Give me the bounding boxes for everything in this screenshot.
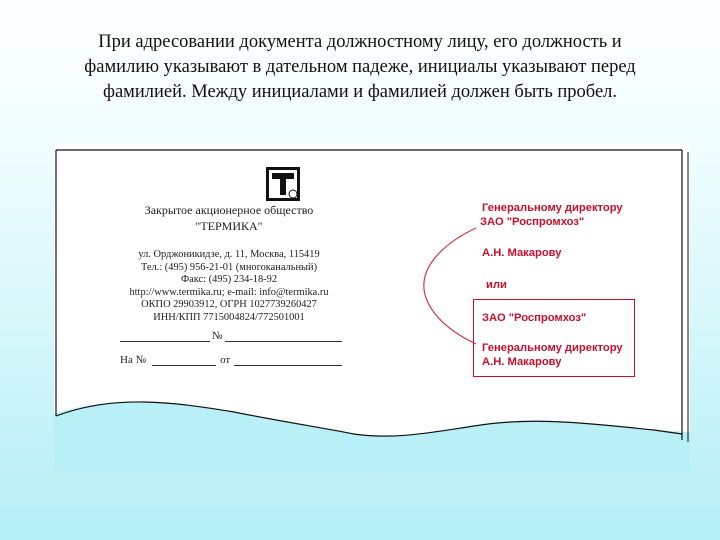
variants-connector [424,228,476,344]
termika-logo-icon [266,167,300,201]
addressee-variant1-position: Генеральному директору [482,202,623,214]
addressee-variant2-org: ЗАО "Роспромхоз" [482,312,587,324]
letter-sample [54,144,690,472]
slide-heading [40,30,680,105]
number-sign: № [212,330,223,342]
address-line: ИНН/КПП 7715004824/772501001 [153,311,305,323]
addressee-variant1-name: А.Н. Макарову [482,247,562,259]
address-line: ОКПО 29903912, ОГРН 1027739260427 [141,299,317,311]
company-requisites [114,249,344,325]
or-label: или [486,279,507,291]
ref-prefix: На № [120,354,147,366]
ref-number-blank [152,354,216,366]
addressee-variant1-org: ЗАО "Роспромхоз" [480,216,585,228]
number-blank [225,330,343,342]
address-line: Факс: (495) 234-18-92 [180,274,278,286]
address-line: ул. Орджоникидзе, д. 11, Москва, 115419 [138,249,320,260]
ref-from: от [220,354,231,366]
addressee-variant2-name: А.Н. Макарову [482,356,562,368]
heading-line: фамилию указывают в дательном падеже, инициалы указывают перед [84,57,636,77]
ref-date-blank [234,354,342,366]
company-name-line1: Закрытое акционерное общество [144,203,314,217]
reference-line [120,354,342,366]
heading-line: При адресовании документа должностному лицу, его должность и [98,32,622,52]
outgoing-number-line [120,330,342,342]
company-name-line2: "ТЕРМИКА" [195,219,263,233]
address-line: http://www.termika.ru; e-mail: info@termika.ru [129,286,329,298]
heading-line: фамилией. Между инициалами и фамилией должен быть пробел. [102,82,618,102]
addressee-variant2-position: Генеральному директору [482,342,623,354]
torn-edge-fill [54,402,690,472]
address-line: Тел.: (495) 956-21-01 (многоканальный) [140,261,318,273]
date-blank [120,330,210,342]
